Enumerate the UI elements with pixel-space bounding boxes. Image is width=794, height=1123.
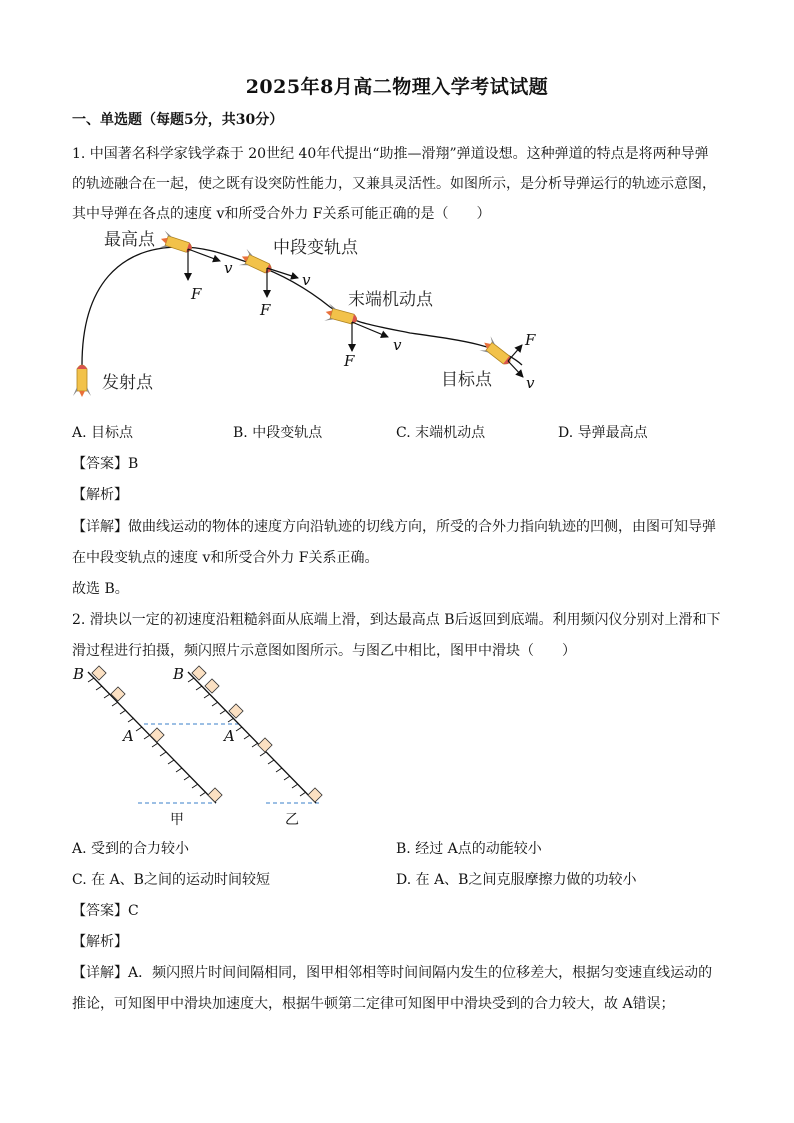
trajectory-curve <box>82 247 522 365</box>
q2-option-b: B. 经过 A点的动能较小 <box>396 841 542 857</box>
q1-line-1: 1. 中国著名科学家钱学森于 20世纪 40年代提出“助推—滑翔”弹道设想。这种弹道的特点是将两种导弹 <box>72 146 709 162</box>
q1-answer: 【答案】B <box>72 456 139 472</box>
q2-option-a: A. 受到的合力较小 <box>72 841 190 857</box>
q2-detail-2: 推论，可知图甲中滑块加速度大，根据牛顿第二定律可知图甲中滑块受到的合力较大，故 A错误； <box>72 996 675 1012</box>
label-A-jia: A <box>123 727 134 745</box>
rocket-midtrack-icon <box>238 248 275 278</box>
label-midtrack: 中段变轨点 <box>273 238 358 258</box>
q1-detail-1: 【详解】做曲线运动的物体的速度方向沿轨迹的切线方向，所受的合外力指向轨迹的凹侧，由图可知导弹 <box>72 519 716 535</box>
F-arrow-target <box>508 345 522 361</box>
label-launch: 发射点 <box>102 373 153 393</box>
q1-trajectory-figure <box>60 225 580 410</box>
q2-analysis-label: 【解析】 <box>72 934 128 950</box>
F-label-terminal: F <box>344 352 355 370</box>
section-heading: 一、单选题（每题5分，共30分） <box>72 112 284 128</box>
q2-detail-1: 【详解】A．频闪照片时间间隔相同，图甲相邻相等时间间隔内发生的位移差大，根据匀变速直线运动的 <box>72 965 713 981</box>
rocket-target-icon <box>479 336 515 370</box>
q1-conclusion: 故选 B。 <box>72 581 129 597</box>
q1-line-2: 的轨迹融合在一起，使之既有设突防性能力，又兼具灵活性。如图所示，是分析导弹运行的轨迹示意图， <box>72 176 716 192</box>
v-label-terminal: v <box>393 336 402 354</box>
slider-jia-2 <box>111 687 125 701</box>
slider-yi-4 <box>258 738 272 752</box>
q2-option-d: D. 在 A、B之间克服摩擦力做的功较小 <box>396 872 637 888</box>
F-label-midtrack: F <box>260 301 271 319</box>
label-jia: 甲 <box>170 812 184 828</box>
incline-yi <box>172 665 322 828</box>
page-title: 2025年8月高二物理入学考试试题 <box>245 76 549 98</box>
q1-analysis-label: 【解析】 <box>72 487 128 503</box>
F-label-target: F <box>525 331 536 349</box>
v-label-midtrack: v <box>302 271 311 289</box>
label-A-yi: A <box>224 727 235 745</box>
q2-line-2: 滑过程进行拍摄，频闪照片示意图如图所示。与图乙中相比，图甲中滑块（ ） <box>72 643 576 659</box>
slider-jia-4 <box>208 788 222 802</box>
q1-option-b: B. 中段变轨点 <box>233 425 323 441</box>
q1-line-3: 其中导弹在各点的速度 v和所受合外力 F关系可能正确的是（ ） <box>72 206 491 222</box>
q1-option-c: C. 末端机动点 <box>396 425 486 441</box>
q1-option-d: D. 导弹最高点 <box>558 425 648 441</box>
label-B-yi: B <box>173 665 185 683</box>
v-arrow-highest <box>188 249 220 261</box>
label-terminal: 末端机动点 <box>348 290 433 310</box>
slider-yi-5 <box>308 788 322 802</box>
label-yi: 乙 <box>285 812 299 828</box>
q1-option-a: A. 目标点 <box>72 425 134 441</box>
q2-option-c: C. 在 A、B之间的运动时间较短 <box>72 872 270 888</box>
q1-detail-2: 在中段变轨点的速度 v和所受合外力 F关系正确。 <box>72 550 379 566</box>
F-label-highest: F <box>191 285 202 303</box>
incline-jia <box>72 665 222 828</box>
rocket-launch-icon <box>73 365 91 397</box>
label-target: 目标点 <box>441 370 492 390</box>
label-B-jia: B <box>73 665 85 683</box>
v-label-highest: v <box>224 259 233 277</box>
q2-line-1: 2. 滑块以一定的初速度沿粗糙斜面从底端上滑，到达最高点 B后返回到底端。利用频闪仪分别对上滑和下 <box>72 612 721 628</box>
rocket-highest-icon <box>158 230 194 257</box>
slider-jia-3 <box>150 728 164 742</box>
label-highest: 最高点 <box>104 230 155 250</box>
v-label-target: v <box>526 374 535 392</box>
q2-incline-figure <box>66 662 346 830</box>
q2-answer: 【答案】C <box>72 903 139 919</box>
